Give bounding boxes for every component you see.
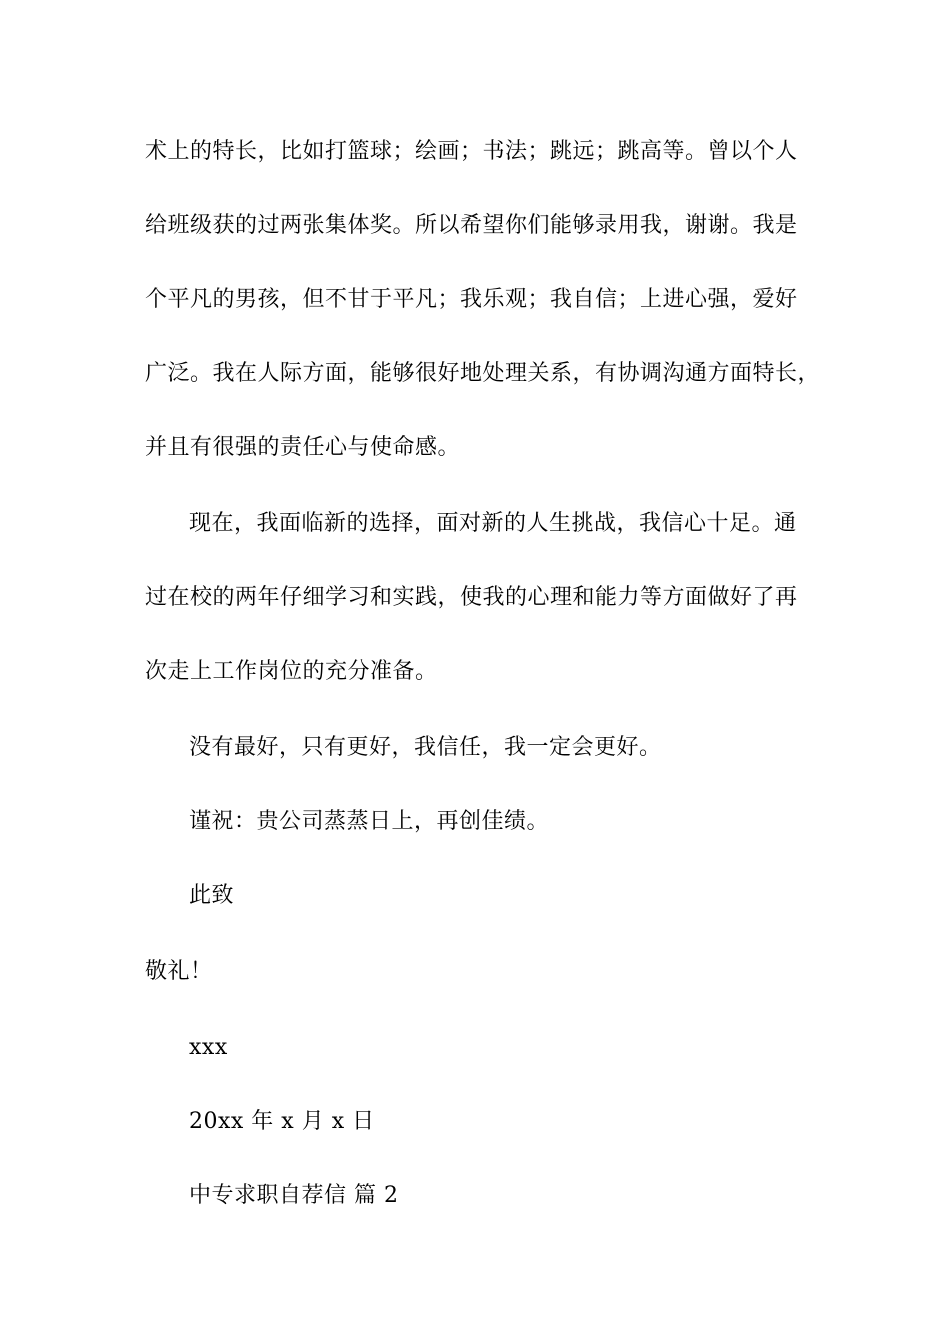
salutation-line: 敬礼！ [145, 959, 213, 984]
paragraph-line: 给班级获的过两张集体奖。所以希望你们能够录用我，谢谢。我是 [145, 213, 798, 238]
section-heading: 中专求职自荐信 篇 2 [189, 1183, 399, 1208]
paragraph-line: 没有最好，只有更好，我信任，我一定会更好。 [189, 735, 662, 760]
signature-name: xxx [189, 1035, 228, 1060]
paragraph-line: 术上的特长，比如打篮球；绘画；书法；跳远；跳高等。曾以个人 [145, 139, 798, 164]
paragraph-line: 次走上工作岗位的充分准备。 [145, 659, 438, 684]
paragraph-line: 广泛。我在人际方面，能够很好地处理关系，有协调沟通方面特长， [145, 361, 821, 386]
signature-date: 20xx 年 x 月 x 日 [189, 1109, 375, 1134]
paragraph-line: 过在校的两年仔细学习和实践，使我的心理和能力等方面做好了再 [145, 585, 798, 610]
paragraph-line: 个平凡的男孩，但不甘于平凡；我乐观；我自信；上进心强，爱好 [145, 287, 798, 312]
closing-wish: 谨祝：贵公司蒸蒸日上，再创佳绩。 [189, 809, 550, 834]
paragraph-line: 并且有很强的责任心与使命感。 [145, 435, 461, 460]
salutation-line: 此致 [189, 883, 235, 908]
paragraph-line: 现在，我面临新的选择，面对新的人生挑战，我信心十足。通 [189, 511, 797, 536]
